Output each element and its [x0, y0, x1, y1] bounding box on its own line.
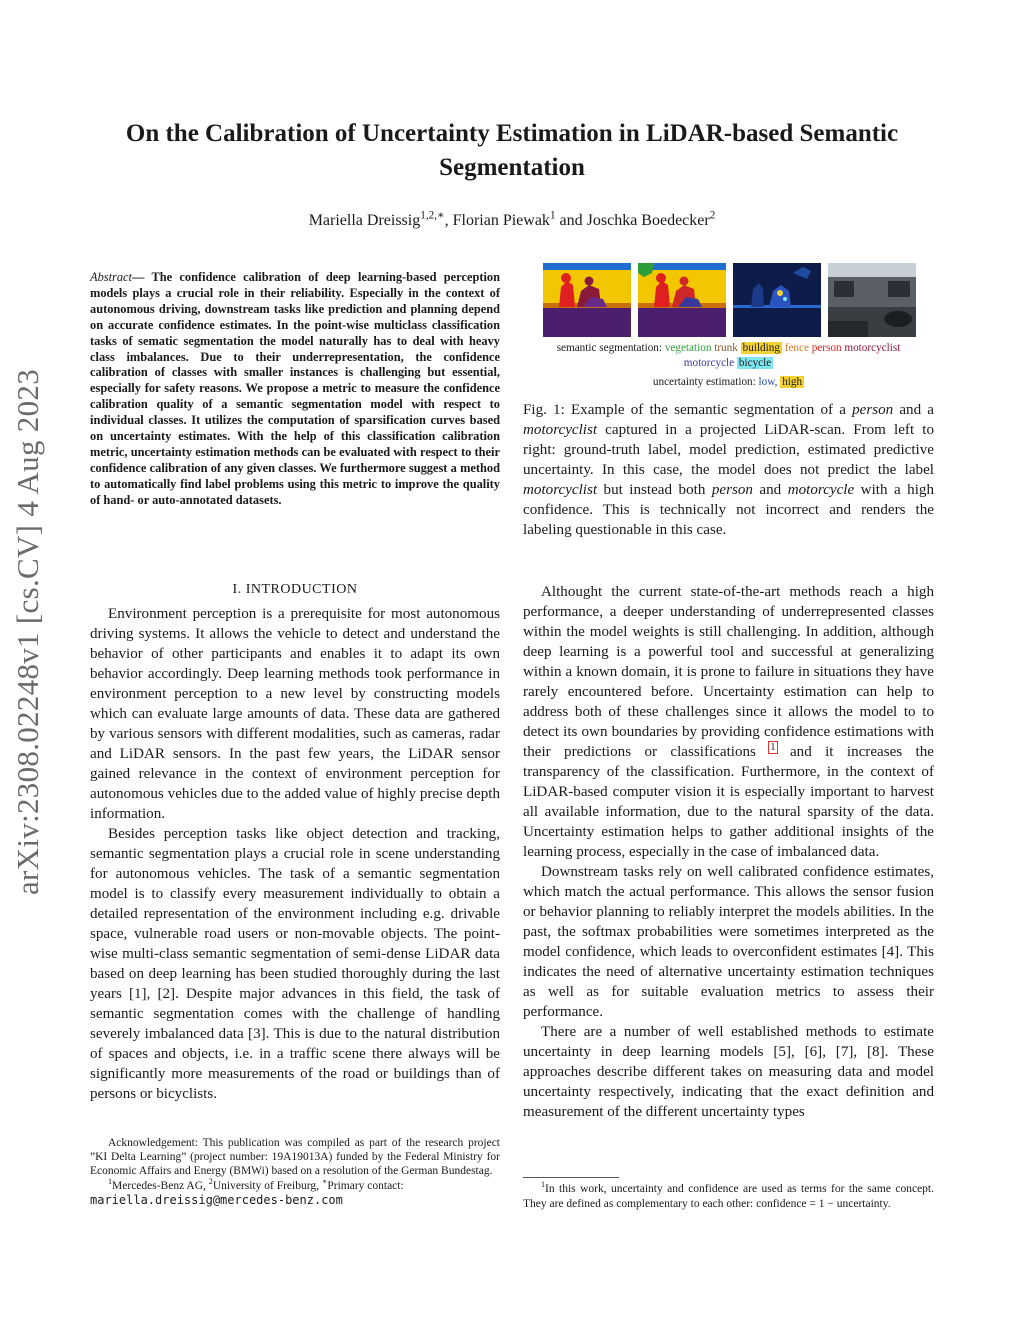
figure-1-images — [543, 263, 916, 337]
legend-building: building — [742, 342, 780, 354]
legend-label: semantic segmentation: — [556, 342, 663, 354]
legend-vegetation: vegetation — [664, 342, 712, 354]
paragraph: Environment perception is a prerequisite for most autonomous driving systems. It allows the vehicle to detect and understand the behavior of other participants and enables it to adapt its own behavior accordingly. Deep learning methods took performance in environment perception to a new level by constructing models which can evaluate large amounts of data. These data are gathered by various sensors with different modalities, such as cameras, radar and LiDAR sensors. In the past few years, the LiDAR sensor gained relevance in the context of environment perception for autonomous vehicles due to the added value of highly precise depth information. — [90, 606, 500, 822]
contact-email[interactable]: mariella.dreissig@mercedes-benz.com — [90, 1192, 343, 1207]
footnote-mark: 1 — [541, 1180, 546, 1190]
acknowledgement-text: Acknowledgement: This publication was compiled as part of the research project ”KI Delta Learning” (project number: 19A19013A) funded by the Federal Ministry for Economic Affairs and Energy (BMWi) based on a resolution of the German Bundestag. — [90, 1137, 500, 1178]
legend-motorcyclist: motorcyclist — [844, 342, 901, 354]
legend-low: low, — [758, 376, 778, 388]
author-affiliation-mark: 1 — [549, 209, 556, 222]
legend-person: person — [811, 342, 842, 354]
legend-motorcycle: motorcycle — [683, 357, 735, 369]
legend-fence: fence — [784, 342, 809, 354]
caption-text: and a — [893, 402, 935, 418]
paragraph-text: Althought the current state-of-the-art methods reach a high performance, a deeper understanding of underrepresented classes within the model weights is still challenging. In addition, although deep learning is a powerful tool and successful at generalizing within a known domain, it is prone to failure in situations they have rarely encountered before. Uncertainty estimation can help to address both of these challenges since it allows the model to to detect its own boundaries by providing confidence estimations with their predictions or classifications — [523, 584, 934, 760]
arxiv-identifier: arXiv:2308.02248v1 [cs.CV] 4 Aug 2023 — [10, 368, 45, 895]
author-affiliation-mark: 1,2,∗ — [420, 209, 445, 222]
caption-text: motorcycle — [787, 482, 855, 498]
right-column-body — [523, 582, 934, 1122]
figure-legend-semantic — [523, 341, 934, 371]
caption-text: motorcyclist — [523, 482, 598, 498]
caption-text: but instead both — [597, 482, 712, 498]
caption-text: motorcyclist — [523, 422, 598, 438]
section-heading-introduction: I. INTRODUCTION — [232, 582, 358, 597]
ground-truth-image — [543, 263, 631, 337]
paragraph: There are a number of well established methods to estimate uncertainty in deep learning models [5], [6], [7], [8]. These approaches describe different takes on measuring data and model uncertainty respectively, indicating that the exact definition and measurement of the different uncertainty types — [523, 1024, 934, 1120]
legend-label: uncertainty estimation: — [652, 376, 756, 388]
caption-text: person — [852, 402, 894, 418]
affiliation-mark: 1 — [108, 1176, 113, 1186]
camera-photo-image — [828, 263, 916, 337]
caption-text: and — [752, 482, 788, 498]
legend-bicycle: bicycle — [738, 357, 772, 369]
caption-text: Fig. 1: Example of the semantic segmentation of a — [523, 402, 853, 418]
caption-text: captured in a projected LiDAR-scan. From left to right: ground-truth label, model prediction, estimated predictive uncertainty. In this case, the model does not predict the label — [523, 422, 934, 478]
paragraph: Downstream tasks rely on well calibrated confidence estimates, which match the actual performance. This allows the sensor fusion or behavior planning to reliably interpret the models abilities. In the past, the softmax probabilities were sometimes interpreted as the model confidence, which leads to overconfident estimates [4]. This indicates the need of alternative uncertainty estimation techniques as well as for suitable evaluation metrics to assess their performance. — [523, 864, 934, 1020]
affiliation-text: Mercedes-Benz AG, — [112, 1179, 209, 1192]
affiliation-text: University of Freiburg, — [212, 1179, 322, 1192]
contact-label: Primary contact: — [327, 1179, 404, 1192]
footnote — [523, 1182, 934, 1211]
author-affiliation-mark: 2 — [709, 209, 716, 222]
paragraph — [523, 582, 934, 862]
legend-high: high — [782, 376, 803, 388]
affiliation-line — [90, 1176, 500, 1193]
footnote-text-line — [523, 1182, 934, 1211]
author-name: and Joschka Boedecker — [555, 212, 710, 229]
introduction-body — [90, 604, 500, 1104]
affiliation-mark: 2 — [208, 1176, 213, 1186]
author-name: Mariella Dreissig — [308, 212, 421, 229]
paragraph: Besides perception tasks like object detection and tracking, semantic segmentation plays a crucial role in scene understanding for autonomous vehicles. The task of a semantic segmentation model is to classify every measurement individually to obtain a detailed representation of the environment including e.g. drivable space, vulnerable road users or non-movable objects. The point-wise multi-class semantic segmentation of semi-dense LiDAR data based on deep learning has been studied thoroughly during the last years [1], [2]. Despite major advances in this field, the task of semantic segmentation comes with the challenge of handling severely imbalanced data [3]. This is due to the natural distribution of spaces and objects, i.e. in a traffic scene there always will be significantly more measurements of the road or buildings than of persons or bicyclists. — [90, 826, 500, 1102]
footnote-text: In this work, uncertainty and confidence are used as terms for the same concept. They are defined as complementary to each other: confidence = 1 − uncertainty. — [523, 1183, 934, 1210]
abstract-label: Abstract — [90, 270, 132, 284]
legend-trunk: trunk — [714, 342, 738, 354]
abstract — [90, 270, 500, 509]
abstract-text: — The confidence calibration of deep learning-based perception models plays a crucial role in their reliability. Especially in the context of autonomous driving, downstream tasks like prediction and planning depend on accurate confidence estimates. In the point-wise multiclass classification tasks of sematic segmentation the model naturally has to deal with heavy class imbalances. Due to their underrepresentation, the confidence calibration of classes with smaller instances is challenging but essential, especially for safety reasons. We propose a metric to measure the confidence calibration quality of a semantic segmentation model with respect to individual classes. It utilizes the computation of sparsification curves based on uncertainty estimates. With the help of this classification calibration metric, uncertainty estimation methods can be evaluated with respect to their confidence calibration of any given classes. We furthermore suggest a method to automatically find label problems using this metric to improve the quality of hand- or auto-annotated datasets. — [90, 270, 500, 507]
model-prediction-image — [638, 263, 726, 337]
paragraph-text: and it increases the transparency of the classification. Furthermore, in the context of LiDAR-based computer vision it is especially important to harvest all available information, due to the natural sparsity of the data. Uncertainty estimation helps to gather additional insights of the learning process, especially in the case of imbalanced data. — [523, 744, 934, 860]
caption-text: with a high confidence. This is technically not incorrect and renders the labeling questionable in this case. — [523, 482, 934, 538]
footnote-link[interactable]: 1 — [770, 741, 776, 753]
uncertainty-image — [733, 263, 821, 337]
author-list — [100, 210, 924, 232]
caption-text: person — [711, 482, 753, 498]
figure-1-caption — [523, 400, 934, 540]
figure-legend-uncertainty — [523, 375, 934, 390]
paper-title: On the Calibration of Uncertainty Estimation in LiDAR-based Semantic Segmentation — [125, 120, 899, 181]
acknowledgement-footnote — [90, 1136, 500, 1207]
footnote-divider — [523, 1177, 619, 1178]
author-name: , Florian Piewak — [444, 212, 550, 229]
contact-mark: ∗ — [321, 1176, 328, 1186]
